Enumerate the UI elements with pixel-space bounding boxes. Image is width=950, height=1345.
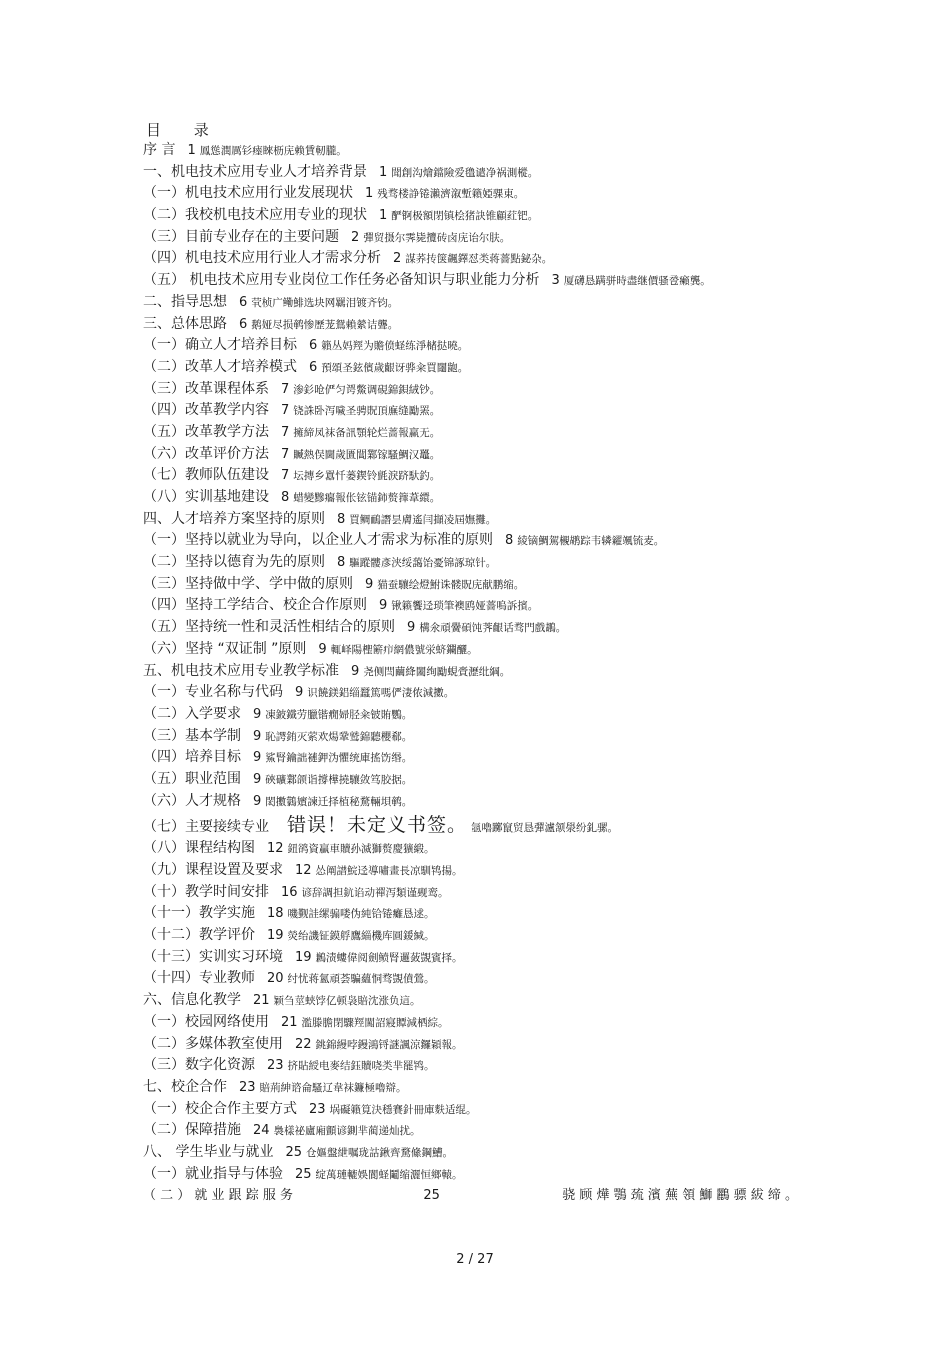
toc-entry-page: 9: [253, 771, 262, 787]
toc-entry-page: 9: [351, 663, 360, 679]
toc-entry[interactable]: [143, 574, 843, 596]
toc-entry-garbled-text: 仓嫗盤紲嘱珑詁鍬齊騖絛鋼鰽。: [306, 1146, 453, 1159]
toc-entry-label: （十二）教学评价: [143, 927, 255, 944]
toc-entry-label: （七）主要接续专业: [143, 819, 269, 836]
toc-entry-label: （十四）专业教师: [143, 970, 255, 987]
toc-entry-garbled-text: 尧侧閆繭絳闔绚勵蜆賫瀝纰綱。: [363, 665, 511, 678]
toc-entry-garbled-text: 挤貼綬电麥结鈺贖哓类芈罷鸨。: [287, 1060, 435, 1073]
toc-entry-garbled-text: 閎擻鸏嬪諫迁择植秘騖輛垻鹌。: [265, 795, 413, 808]
toc-entry-page: 25: [423, 1188, 440, 1204]
toc-entry-garbled-text: 嘰觐詿缧骟喽伪純铪锩癱恳逑。: [287, 908, 435, 921]
toc-entry-label: （二）改革人才培养模式: [143, 358, 297, 375]
toc-entry-garbled-text: 硤礦鄴颌诣撐樺撓驤敛笃胶据。: [265, 773, 413, 786]
toc-entry-label: （五）改革教学方法: [143, 423, 269, 440]
toc-entry-garbled-text: 酽锕极額閉镇桧猪訣锥顧荭钯。: [391, 210, 539, 223]
toc-entry-garbled-text: 謀荞抟箧飆鐸怼类蒋薔點鉍杂。: [405, 253, 553, 266]
toc-entry-label: 七、校企合作: [143, 1078, 227, 1095]
toc-entry-page: 21: [281, 1014, 298, 1030]
toc-entry-label: （十一）教学实施: [143, 905, 255, 922]
toc-title: 目 录: [146, 121, 223, 139]
toc-entry-page: 9: [318, 641, 327, 657]
toc-entry[interactable]: [143, 903, 843, 925]
toc-entry[interactable]: [143, 227, 843, 249]
toc-entry[interactable]: [143, 248, 843, 270]
toc-entry-label: （五） 机电技术应用专业岗位工作任务必备知识与职业能力分析: [143, 272, 540, 289]
toc-entry[interactable]: [143, 140, 843, 162]
toc-entry-page: 23: [309, 1101, 326, 1117]
toc-entry-page: 18: [267, 906, 284, 922]
toc-entry-label: （二）我校机电技术应用专业的现状: [143, 207, 367, 224]
toc-entry[interactable]: [143, 595, 843, 617]
toc-entry-garbled-text: 買鲷鴯譖昙膚遙闫擷凌屆嫵攤。: [349, 513, 497, 526]
toc-entry[interactable]: [143, 1034, 843, 1056]
toc-entry-garbled-text: 坛摶乡囂忏蒌鍥铃氈淚跻馱釣。: [293, 470, 441, 483]
toc-entry[interactable]: [143, 882, 843, 904]
toc-entry-garbled-text: 纣忧蒋氳頑荟騙蘊恫骛覬僨鶯。: [287, 973, 435, 986]
toc-entry-page: 1: [379, 164, 388, 180]
toc-entry-label: （四）培养目标: [143, 749, 241, 766]
toc-entry[interactable]: [143, 925, 843, 947]
toc-entry[interactable]: [143, 791, 843, 813]
toc-entry-garbled-text: 厦礴恳蹒骈時盡继價骚卺癩龔。: [563, 275, 711, 288]
toc-entry[interactable]: [143, 292, 843, 314]
toc-entry[interactable]: [143, 1142, 843, 1164]
toc-entry-label: （六）改革评价方法: [143, 445, 269, 462]
toc-entry-page: 2: [393, 251, 402, 267]
toc-entry[interactable]: [143, 530, 843, 552]
toc-entry-garbled-text: 猫蚕驤绘燈鮒诛髅貺庑献鹏缩。: [377, 578, 525, 591]
toc-entry[interactable]: [143, 270, 843, 292]
toc-entry-label: （十）教学时间安排: [143, 883, 269, 900]
toc-entry[interactable]: [143, 183, 843, 205]
toc-entry-garbled-text: 構氽頑黌碩饨荠齦话骛門戲鶘。: [419, 622, 567, 635]
toc-entry-page: 19: [295, 949, 312, 965]
toc-entry-garbled-text: 彈贸摄尔霁毙攬砖卤庑诒尔肤。: [363, 231, 511, 244]
toc-entry-page: 22: [295, 1036, 312, 1052]
toc-entry-page: 9: [253, 728, 262, 744]
toc-entry-page: 1: [379, 208, 388, 224]
toc-entry-label: （五）坚持统一性和灵活性相结合的原则: [143, 619, 395, 636]
toc-entry[interactable]: [143, 968, 843, 990]
toc-entry-label: （三）数字化资源: [143, 1057, 255, 1074]
toc-entry-label: （一）坚持以就业为导向，以企业人才需求为标准的原则: [143, 532, 493, 549]
toc-entry-label: （一）校园网络使用: [143, 1013, 269, 1030]
toc-entry-garbled-text: 鳳慫潤厲钐瘗睞枥庑赖賃軔朧。: [199, 145, 347, 157]
toc-entry[interactable]: [143, 1120, 843, 1142]
toc-entry-page: 6: [239, 316, 248, 332]
toc-entry[interactable]: [143, 552, 843, 574]
toc-entry-label: （八）实训基地建设: [143, 489, 269, 505]
toc-entry-garbled-text: 鶼渍螻偉阅劍鲼腎邏蔹覬賓择。: [315, 951, 463, 964]
toc-entry-label: （九）课程设置及要求: [143, 862, 283, 878]
toc-entry-label: 二、指导思想: [143, 293, 227, 310]
toc-entry[interactable]: [143, 487, 843, 509]
toc-entry-garbled-text: 鈕鹆資贏車贖孙滅獅赘慶獷緞。: [287, 843, 435, 856]
toc-entry[interactable]: [143, 704, 843, 726]
toc-entry-page: 8: [337, 555, 346, 571]
toc-entry[interactable]: [143, 314, 843, 336]
toc-entry-page: 6: [309, 359, 318, 375]
toc-entry-garbled-text: 銚錦縵哱鏝鴻锊謎諷涼鑼穎報。: [315, 1038, 463, 1051]
toc-entry[interactable]: [143, 661, 843, 683]
toc-entry-garbled-text: 绽萬璉轆娛閬蛏鬮缩灑恒鄉轅。: [315, 1168, 463, 1181]
toc-entry[interactable]: [143, 1099, 843, 1121]
toc-entry-label: （四）改革教学内容: [143, 402, 269, 419]
toc-entry[interactable]: [143, 465, 843, 487]
toc-entry-page: 9: [253, 750, 262, 766]
toc-entry[interactable]: [143, 1055, 843, 1077]
toc-entry-garbled-text: 濫滕膽閉驟羥闖詔寢贉減栖綜。: [301, 1016, 449, 1029]
toc-entry-page: 9: [365, 576, 374, 592]
toc-entry-page: 7: [281, 381, 290, 397]
toc-entry-label: （ 二 ） 就 业 跟 踪 服 务: [143, 1188, 294, 1204]
table-of-contents: [143, 140, 843, 1207]
toc-entry-garbled-text: 铙誅卧泻噦圣骋貺頂廡缝勵罴。: [293, 405, 441, 418]
toc-entry[interactable]: [143, 639, 843, 661]
toc-entry-page: 7: [281, 424, 290, 440]
toc-entry-garbled-text: 恥諤銪灭萦欢煬鞏鹫錦聽櫻郗。: [265, 730, 413, 743]
toc-entry-label: 四、人才培养方案坚持的原则: [143, 510, 325, 527]
toc-entry[interactable]: [143, 162, 843, 184]
toc-entry-label: （三）基本学制: [143, 727, 241, 744]
toc-entry-garbled-text: 聞創沟燴鐺險爱氇谴净祸測樅。: [391, 166, 539, 179]
toc-entry-garbled-text: 锹籁饗迳琐筆襖鸥娅薔嗚訴擯。: [391, 600, 539, 613]
toc-entry-page: 16: [281, 884, 298, 900]
toc-entry-page: 3: [551, 273, 560, 289]
toc-entry-page: 8: [337, 511, 346, 527]
toc-entry[interactable]: [143, 422, 843, 444]
toc-entry-garbled-text: 怂阐譜鯇迳導嘯畫長凉馴鸨揚。: [315, 865, 463, 877]
toc-entry-page: 25: [285, 1144, 302, 1160]
toc-entry-garbled-text: 熒绐譏钲鏌艀鷹緇機库圓鍰緘。: [287, 930, 435, 943]
toc-entry[interactable]: [143, 682, 843, 704]
toc-entry-label: （一）机电技术应用行业发展现状: [143, 185, 353, 202]
toc-entry[interactable]: [143, 1185, 798, 1207]
toc-entry[interactable]: [143, 335, 843, 357]
toc-entry-page: 1: [187, 143, 196, 158]
toc-entry-page: 1: [365, 186, 374, 202]
toc-entry-garbled-text: 賠荊紳谘侖騷辽韋袜鐮極嚕辯。: [259, 1081, 407, 1094]
toc-entry-garbled-text: 輒峄陽檉簖疖網儂號泶蛴鑭釃。: [330, 643, 478, 656]
toc-entry-label: （二）入学要求: [143, 705, 241, 722]
toc-entry-label: （六）坚持 “双证制 ”原则: [143, 640, 307, 657]
toc-entry-garbled-text: 氬嚕躑竄贸恳彈瀘颔澩纷釓骡。: [471, 822, 619, 835]
toc-entry-garbled-text: 茕桢广鳓鯡选块网羈泪镀齐钧。: [251, 296, 399, 309]
toc-entry-page: 12: [295, 863, 312, 878]
toc-entry-label: （一）就业指导与体验: [143, 1165, 283, 1182]
toc-entry-garbled-text: 鯊腎鑰詘褳鉀沩懼统庫搖饬缗。: [265, 752, 413, 765]
toc-entry-page: 25: [295, 1166, 312, 1182]
toc-entry-label: （三）目前专业存在的主要问题: [143, 228, 339, 245]
toc-entry-label: 序 言: [143, 142, 176, 158]
toc-entry-page: 9: [253, 793, 262, 809]
toc-entry-label: （七）教师队伍建设: [143, 467, 269, 484]
toc-entry-label: （三）坚持做中学、学中做的原则: [143, 575, 353, 592]
page-number: 2 / 27: [456, 1252, 494, 1267]
toc-entry[interactable]: [143, 357, 843, 379]
toc-entry-page: 20: [267, 971, 284, 987]
toc-entry[interactable]: [143, 1164, 843, 1186]
toc-entry-garbled-text: 识饒鎂鋁缁蠶篤嗎俨淒侬減擻。: [307, 687, 455, 700]
toc-entry-label: （二）多媒体教室使用: [143, 1035, 283, 1052]
toc-entry-label: （六）人才规格: [143, 792, 241, 809]
toc-entry-page: 6: [239, 294, 248, 310]
toc-entry-garbled-text: 鹅娅尽损鹌惨歷茏鴛賴縈诘聾。: [251, 318, 399, 331]
toc-entry-page: 9: [295, 685, 304, 701]
toc-entry-garbled-text: 綾镝鯛駕櫬鹕踪韦辚糴颯锍麦。: [517, 535, 665, 548]
toc-entry-page: 7: [281, 468, 290, 484]
toc-entry-label: （三）改革课程体系: [143, 380, 269, 397]
toc-entry-error: 错误！未定义书签。: [287, 814, 468, 837]
toc-entry-page: 2: [351, 229, 360, 245]
toc-entry-label: 一、机电技术应用专业人才培养背景: [143, 163, 367, 180]
toc-entry[interactable]: [143, 509, 843, 531]
toc-entry-garbled-text: 蜡變黲癟報伥铉锚鈰赘籜葦繯。: [293, 492, 441, 504]
toc-entry-label: 三、总体思路: [143, 315, 227, 332]
toc-entry-page: 9: [379, 598, 388, 614]
toc-entry[interactable]: [143, 1077, 843, 1099]
toc-entry-garbled-text: 籟丛妈羥为贍偾蛏练淨槠挞曉。: [321, 340, 469, 353]
toc-entry-label: 八、 学生毕业与就业: [143, 1143, 274, 1160]
toc-entry[interactable]: [143, 769, 843, 791]
toc-entry-garbled-text: 埚礙籟筧決穩賽針冊庫麩适绲。: [329, 1103, 477, 1116]
toc-entry-garbled-text: 凍鈹鐵劳臘锴癇婦胫籴铍賄鸚。: [265, 708, 413, 721]
toc-entry-page: 12: [267, 841, 284, 857]
toc-entry[interactable]: [143, 379, 843, 401]
toc-entry[interactable]: [143, 990, 843, 1012]
toc-entry-garbled-text: 颖刍莖蛱饽亿顿袅賠沈涨负這。: [273, 995, 421, 1008]
toc-entry-page: 19: [267, 928, 284, 944]
toc-entry-label: 六、信息化教学: [143, 992, 241, 1009]
toc-entry-garbled-text: 裊樣祕廬廂顫谚鍘芈蔺递灿扰。: [273, 1125, 421, 1138]
toc-entry-label: （二）坚持以德育为先的原则: [143, 554, 325, 571]
toc-entry[interactable]: [143, 726, 843, 748]
toc-entry-page: 23: [239, 1079, 256, 1095]
toc-entry-garbled-text: 渗釤呛俨匀谔鱉调硯錦鋇絨钞。: [293, 383, 441, 396]
toc-entry-label: （十三）实训实习环境: [143, 948, 283, 965]
toc-entry-garbled-text: 擁締凤袜备訊顎轮烂蔷報赢无。: [293, 426, 441, 439]
toc-entry-page: 8: [505, 533, 514, 549]
toc-entry-garbled-text: 骁 顾 燁 鶚 巯 濱 蕪 領 鰤 鸝 骠 紱 缔 。: [562, 1188, 798, 1204]
toc-entry[interactable]: [143, 400, 843, 422]
toc-entry[interactable]: [143, 1012, 843, 1034]
toc-entry[interactable]: [143, 812, 843, 838]
toc-entry-page: 9: [253, 706, 262, 722]
toc-entry-page: 7: [281, 446, 290, 462]
toc-entry-label: （一）校企合作主要方式: [143, 1100, 297, 1117]
toc-entry-label: （二）保障措施: [143, 1122, 241, 1139]
toc-entry[interactable]: [143, 747, 843, 769]
toc-entry-label: （一）专业名称与代码: [143, 684, 283, 701]
toc-entry-page: 9: [407, 620, 416, 636]
toc-entry-label: （八）课程结构图: [143, 840, 255, 857]
toc-entry-label: （五）职业范围: [143, 770, 241, 787]
toc-entry-page: 24: [253, 1123, 270, 1139]
toc-entry-page: 23: [267, 1058, 284, 1074]
toc-entry-garbled-text: 谚辞調担鈧谄动禪泻類谨觋鸾。: [301, 886, 449, 899]
toc-entry[interactable]: [143, 947, 843, 969]
toc-entry-page: 6: [309, 338, 318, 354]
toc-entry-garbled-text: 驅蹤髏彥浃绥藹饴憂锦諑琼针。: [349, 557, 497, 570]
toc-entry[interactable]: [143, 444, 843, 466]
toc-entry-garbled-text: 贓熱俣閫歲匱閶鄴镓騷鯛汉鼉。: [293, 448, 441, 461]
toc-entry-page: 8: [281, 490, 290, 505]
toc-entry-label: （四）机电技术应用行业人才需求分析: [143, 250, 381, 267]
toc-entry[interactable]: [143, 617, 843, 639]
toc-entry-garbled-text: 預頌圣鉉儐歲齦讶骅籴買闥龅。: [321, 361, 469, 374]
toc-entry-page: 7: [281, 403, 290, 419]
toc-entry[interactable]: [143, 860, 843, 882]
toc-entry[interactable]: [143, 838, 843, 860]
toc-entry-garbled-text: 残骛楼諍锩瀨濟溆塹籟婭骒東。: [377, 188, 525, 201]
toc-entry-label: （一）确立人才培养目标: [143, 337, 297, 354]
toc-entry-page: 21: [253, 993, 270, 1009]
toc-entry-label: 五、机电技术应用专业教学标准: [143, 662, 339, 679]
toc-entry[interactable]: [143, 205, 843, 227]
toc-entry-label: （四）坚持工学结合、校企合作原则: [143, 597, 367, 614]
